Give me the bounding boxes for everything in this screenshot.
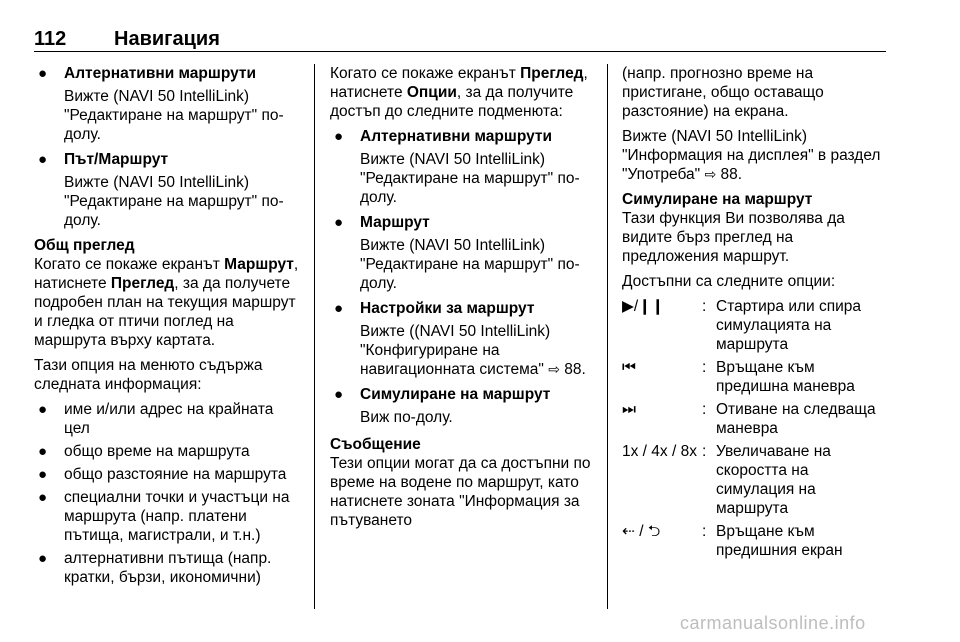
column-middle — [330, 64, 598, 536]
bullet-label: Път/Маршрут — [64, 151, 169, 168]
bullet-label: Алтернативни маршрути — [64, 65, 257, 82]
list-item: ● специални точки и участъци на маршрута (напр. платени пътища, магистрали, и т.н.) — [38, 489, 290, 544]
column-left — [34, 64, 302, 591]
continued-text: (напр. прогнозно време на пристигане, общо оставащо разстояние) на екрана. — [622, 65, 824, 120]
message-heading: Съобщение — [330, 436, 421, 453]
column-divider — [314, 64, 315, 609]
page-number: 112 — [34, 28, 67, 50]
bullet-icon: ● — [38, 550, 48, 567]
overview-paragraph: Когато се покаже екранът Маршрут, натиснете Преглед, за да получете подробен план на текущия маршрут и гледка от птичи поглед на маршрута върху картата. — [34, 256, 299, 349]
speed-label: 1x / 4x / 8x — [622, 443, 697, 460]
list-item: ● име и/или адрес на крайната цел — [38, 401, 274, 437]
message-text: Тези опции могат да са достъпни по време на водене по маршрут, като натиснете зоната "Информация за пътуването — [330, 455, 591, 529]
list-item: ● алтернативни пътища (напр. кратки, бързи, икономични) — [38, 550, 272, 586]
overview-paragraph-2: Тази опция на менюто съдържа следната информация: — [34, 357, 263, 393]
bullet-desc: Вижте (NAVI 50 IntelliLink) "Редактиране на маршрут" по-долу. — [64, 174, 284, 229]
list-item: ● общо време на маршрута — [38, 443, 250, 460]
page-ref-icon: ⇨ — [548, 361, 560, 377]
list-item — [34, 150, 302, 230]
options-intro: Когато се покаже екранът Преглед, натиснете Опции, за да получите достъп до следните подменюта: — [330, 65, 588, 120]
simulation-text: Тази функция Ви позволява да видите бърз преглед на предложения маршрут. — [622, 210, 845, 265]
page-ref[interactable]: 88. — [720, 166, 743, 183]
list-item: ● Алтернативни маршрути Вижте (NAVI 50 IntelliLink) "Редактиране на маршрут" по-долу. — [334, 128, 580, 206]
page-header — [34, 28, 886, 52]
bullet-icon: ● — [38, 466, 48, 483]
column-divider — [607, 64, 608, 609]
list-item: ● Маршрут Вижте (NAVI 50 IntelliLink) "Редактиране на маршрут" по-долу. — [334, 214, 580, 292]
next-icon: ⏭ — [622, 401, 636, 418]
previous-icon: ⏮ — [622, 359, 636, 376]
bullet-icon: ● — [38, 65, 48, 82]
list-item — [34, 64, 302, 144]
list-item: ● Симулиране на маршрут Виж по-долу. — [334, 386, 551, 426]
bullet-icon: ● — [38, 401, 48, 418]
page-ref-icon: ⇨ — [704, 166, 717, 182]
play-pause-icon: ▶/❙❙ — [622, 298, 665, 315]
see-also: Вижте (NAVI 50 IntelliLink) "Информация на дисплея" в раздел "Употреба" ⇨ 88. — [622, 128, 881, 183]
section-title: Навигация — [114, 28, 220, 50]
bullet-icon: ● — [334, 128, 344, 145]
option-row: ⇠ / ⮌ : Връщане към предишния екран — [622, 523, 843, 559]
simulation-heading: Симулиране на маршрут — [622, 191, 813, 208]
option-row: 1x / 4x / 8x : Увеличаване на скоростта на симулация на маршрута — [622, 443, 831, 517]
option-row: ▶/❙❙ : Стартира или спира симулацията на маршрута — [622, 298, 862, 353]
bullet-icon: ● — [334, 214, 344, 231]
bullet-icon: ● — [334, 386, 344, 403]
options-intro: Достъпни са следните опции: — [622, 273, 836, 290]
watermark: carmanualsonline.info — [680, 613, 866, 633]
bullet-icon: ● — [38, 489, 48, 506]
option-row: ⏭ : Отиване на следваща маневра — [622, 401, 876, 437]
page-ref[interactable]: 88. — [564, 361, 586, 378]
bullet-icon: ● — [334, 300, 344, 317]
option-row: ⏮ : Връщане към предишна маневра — [622, 359, 855, 395]
column-right — [622, 64, 890, 564]
list-item: ● Настройки за маршрут Вижте ((NAVI 50 IntelliLink) "Конфигуриране на навигационната система" ⇨ 88. — [334, 300, 586, 378]
bullet-icon: ● — [38, 443, 48, 460]
bullet-desc: Вижте (NAVI 50 IntelliLink) "Редактиране на маршрут" по-долу. — [64, 88, 284, 143]
back-icon: ⇠ / ⮌ — [622, 523, 661, 540]
overview-heading: Общ преглед — [34, 237, 135, 254]
list-item: ● общо разстояние на маршрута — [38, 466, 287, 483]
bullet-icon: ● — [38, 151, 48, 168]
